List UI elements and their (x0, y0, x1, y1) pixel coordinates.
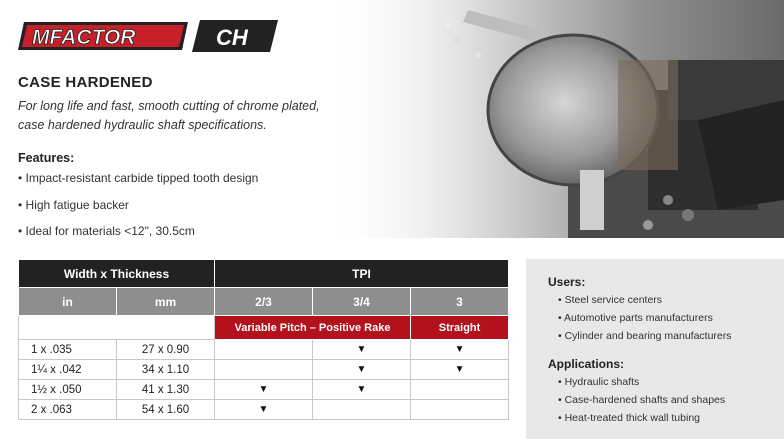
cell-in: 1½ x .050 (19, 380, 117, 400)
header-tpi-3: 3 (411, 288, 509, 316)
cell-mark: ▼ (313, 360, 411, 380)
users-item: • Steel service centers (558, 294, 663, 306)
product-title: CASE HARDENED (18, 74, 153, 91)
header-tpi: TPI (215, 260, 509, 288)
cell-mm: 34 x 1.10 (117, 360, 215, 380)
users-item: • Automotive parts manufacturers (558, 312, 713, 324)
mfactor-logo (18, 20, 190, 52)
header-in: in (19, 288, 117, 316)
cell-mark: ▼ (411, 340, 509, 360)
users-heading: Users: (548, 275, 586, 289)
features-heading: Features: (18, 151, 75, 165)
cell-mark: ▼ (215, 400, 313, 420)
applications-heading: Applications: (548, 357, 625, 371)
cell-mark: ▼ (313, 340, 411, 360)
cell-in: 2 x .063 (19, 400, 117, 420)
pitch-blank-cell (19, 316, 215, 340)
badge-text: CH (216, 25, 248, 50)
cell-mm: 54 x 1.60 (117, 400, 215, 420)
feature-item: • Impact-resistant carbide tipped tooth design (18, 171, 259, 185)
pitch-variable-label: Variable Pitch – Positive Rake (215, 316, 411, 340)
ch-badge (190, 18, 278, 54)
logo-text: MFACTOR (32, 26, 136, 49)
cell-mark: ▼ (313, 380, 411, 400)
header-tpi-3-4: 3/4 (313, 288, 411, 316)
product-photo (318, 0, 784, 238)
cell-mark: ▼ (411, 360, 509, 380)
table-row (19, 400, 509, 420)
cell-mark (411, 400, 509, 420)
cell-mm: 27 x 0.90 (117, 340, 215, 360)
cell-mark (215, 340, 313, 360)
header-mm: mm (117, 288, 215, 316)
cell-mark (313, 400, 411, 420)
pitch-straight-label: Straight (411, 316, 509, 340)
cell-mm: 41 x 1.30 (117, 380, 215, 400)
registered-mark: ® (178, 44, 184, 51)
feature-item: • Ideal for materials <12", 30.5cm (18, 224, 195, 238)
header-width-thickness: Width x Thickness (19, 260, 215, 288)
applications-item: • Heat-treated thick wall tubing (558, 412, 700, 424)
table-row (19, 380, 509, 400)
applications-item: • Hydraulic shafts (558, 376, 640, 388)
cell-mark (411, 380, 509, 400)
cell-mark: ▼ (215, 380, 313, 400)
spec-table (18, 259, 509, 420)
cell-in: 1¼ x .042 (19, 360, 117, 380)
cell-mark (215, 360, 313, 380)
table-row (19, 360, 509, 380)
product-description: For long life and fast, smooth cutting of chrome plated, case hardened hydraulic shaft specifications. (18, 99, 320, 132)
feature-item: • High fatigue backer (18, 198, 129, 212)
cell-in: 1 x .035 (19, 340, 117, 360)
users-applications-panel (526, 259, 784, 439)
table-row (19, 340, 509, 360)
applications-item: • Case-hardened shafts and shapes (558, 394, 726, 406)
users-item: • Cylinder and bearing manufacturers (558, 330, 732, 342)
header-tpi-2-3: 2/3 (215, 288, 313, 316)
